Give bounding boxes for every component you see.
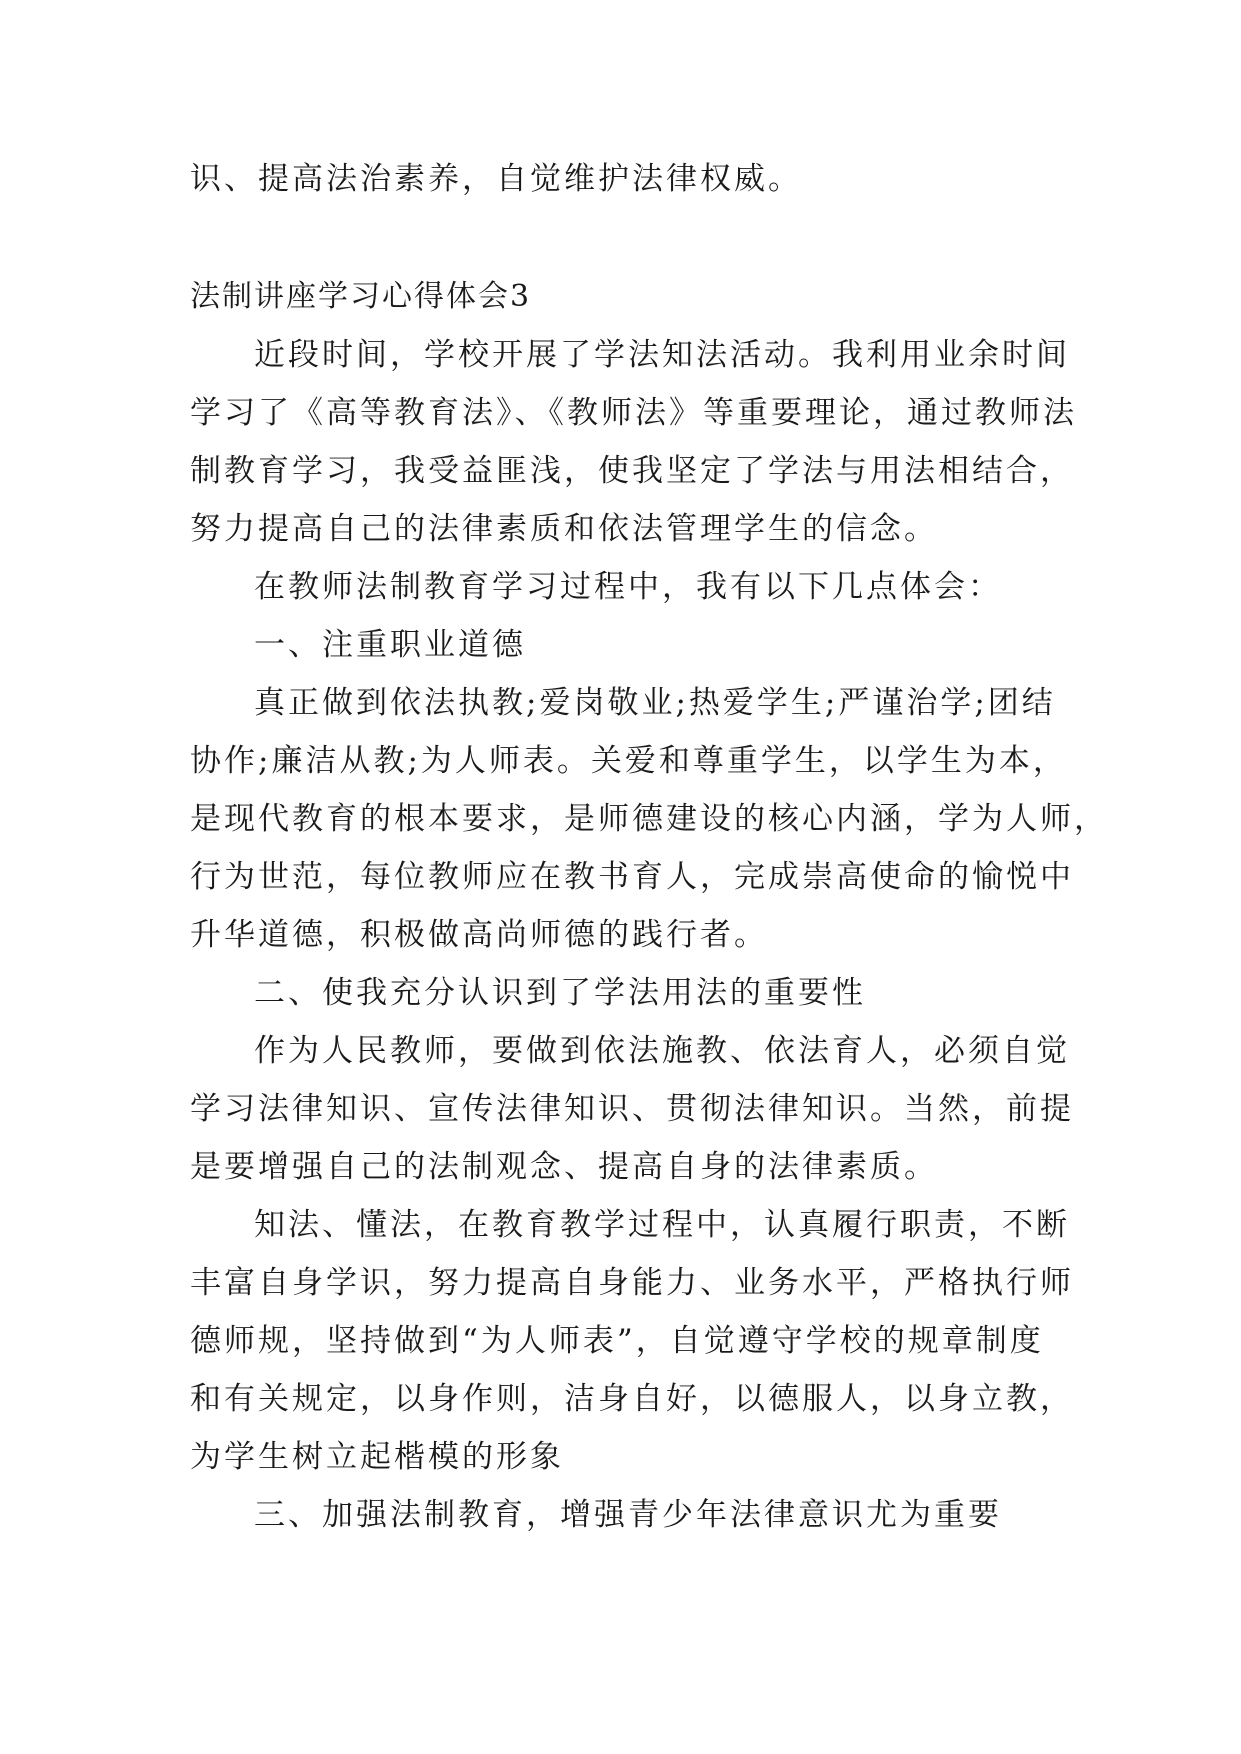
section-title: 法制讲座学习心得体会3 — [190, 279, 532, 314]
paragraph-line: 为学生树立起楷模的形象 — [190, 1439, 564, 1475]
paragraph-line: 学习了《高等教育法》、《教师法》等重要理论，通过教师法 — [190, 395, 1077, 431]
paragraph-line: 作为人民教师，要做到依法施教、依法育人，必须自觉 — [254, 1033, 1070, 1069]
paragraph-line: 学习法律知识、宣传法律知识、贯彻法律知识。当然，前提 — [190, 1091, 1074, 1127]
paragraph-line: 是现代教育的根本要求，是师德建设的核心内涵，学为人师， — [190, 801, 1108, 837]
subheading — [190, 616, 1052, 674]
paragraph — [190, 558, 1052, 616]
subheading — [190, 1486, 1052, 1544]
paragraph-line: 是要增强自己的法制观念、提高自身的法律素质。 — [190, 1149, 938, 1185]
subheading-line: 一、注重职业道德 — [254, 627, 526, 663]
section-spacer — [190, 208, 1052, 268]
paragraph — [190, 1196, 1074, 1486]
document-page — [190, 150, 1108, 1544]
continuation-line: 识、提高法治素养，自觉维护法律权威。 — [190, 161, 802, 197]
paragraph-line: 升华道德，积极做高尚师德的践行者。 — [190, 917, 768, 953]
paragraph-line: 和有关规定，以身作则，洁身自好，以德服人，以身立教， — [190, 1381, 1074, 1417]
paragraph-line: 德师规，坚持做到“为人师表”，自觉遵守学校的规章制度 — [190, 1323, 1044, 1359]
paragraph-line: 知法、懂法，在教育教学过程中，认真履行职责，不断 — [254, 1207, 1070, 1243]
subheading-line: 三、加强法制教育，增强青少年法律意识尤为重要 — [254, 1497, 1002, 1533]
paragraph — [190, 674, 1108, 964]
paragraph-line: 协作;廉洁从教;为人师表。关爱和尊重学生，以学生为本， — [190, 743, 1067, 779]
paragraph-line: 丰富自身学识，努力提高自身能力、业务水平，严格执行师 — [190, 1265, 1074, 1301]
paragraph-line: 真正做到依法执教;爱岗敬业;热爱学生;严谨治学;团结 — [254, 685, 1056, 721]
subheading-line: 二、使我充分认识到了学法用法的重要性 — [254, 975, 866, 1011]
paragraph-line: 近段时间，学校开展了学法知法活动。我利用业余时间 — [254, 337, 1070, 373]
paragraph-line: 行为世范，每位教师应在教书育人，完成崇高使命的愉悦中 — [190, 859, 1074, 895]
paragraph — [190, 326, 1077, 558]
paragraph-line: 制教育学习，我受益匪浅，使我坚定了学法与用法相结合， — [190, 453, 1074, 489]
paragraph — [190, 1022, 1074, 1196]
paragraph-line: 努力提高自己的法律素质和依法管理学生的信念。 — [190, 511, 938, 547]
subheading — [190, 964, 1052, 1022]
paragraph-line: 在教师法制教育学习过程中，我有以下几点体会： — [254, 569, 1002, 605]
